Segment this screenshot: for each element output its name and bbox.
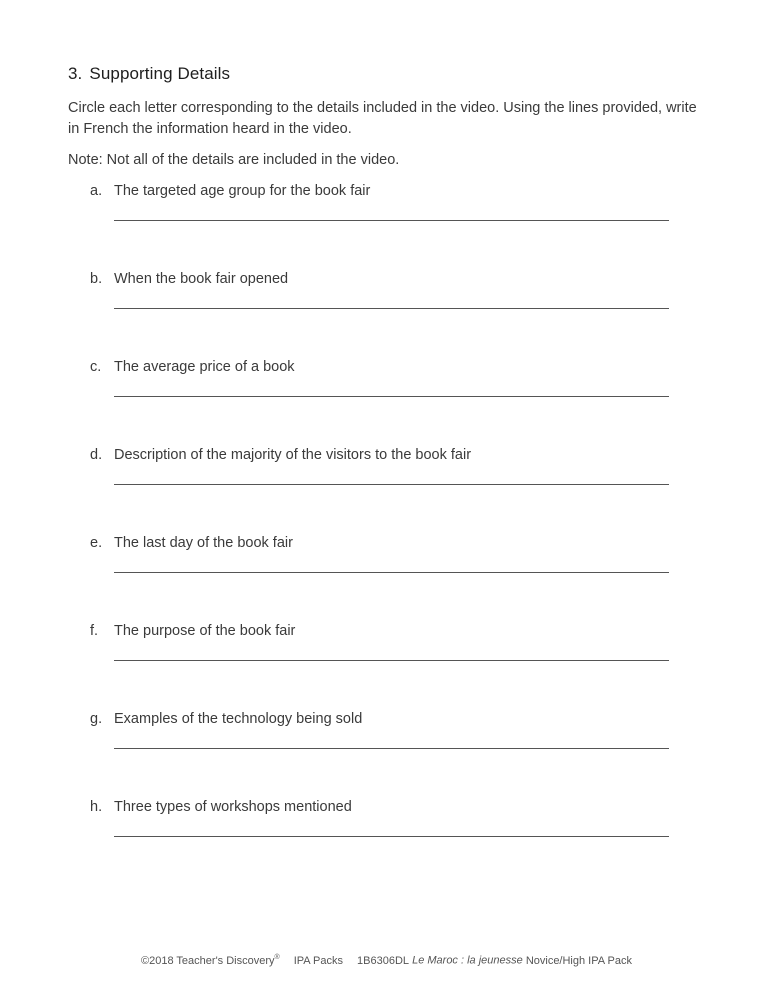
question-text: When the book fair opened <box>114 271 289 287</box>
question-text: Description of the majority of the visitors to the book fair <box>114 447 472 463</box>
answer-line[interactable] <box>114 484 669 485</box>
answer-line[interactable] <box>114 836 669 837</box>
question-letter[interactable]: g. <box>90 711 103 727</box>
question-item-f <box>90 623 680 683</box>
question-letter[interactable]: f. <box>90 623 99 639</box>
question-item-a <box>90 183 680 243</box>
answer-line[interactable] <box>114 220 669 221</box>
instructions-text: Circle each letter corresponding to the details included in the video. Using the lines provided, write in French the information heard in the video. <box>68 100 697 137</box>
question-text: The purpose of the book fair <box>114 623 296 639</box>
question-text: The targeted age group for the book fair <box>114 183 371 199</box>
page-footer <box>0 954 773 967</box>
question-item-b <box>90 271 680 331</box>
answer-line[interactable] <box>114 572 669 573</box>
question-item-h <box>90 799 680 859</box>
answer-line[interactable] <box>114 308 669 309</box>
footer-product-title: Le Maroc : la jeunesse <box>412 954 523 967</box>
question-item-g <box>90 711 680 771</box>
section-number: 3. <box>68 64 83 83</box>
answer-line[interactable] <box>114 396 669 397</box>
footer-copyright: ©2018 Teacher's Discovery® <box>141 954 280 967</box>
question-letter[interactable]: e. <box>90 535 103 551</box>
question-letter[interactable]: c. <box>90 359 102 375</box>
answer-line[interactable] <box>114 660 669 661</box>
question-item-d <box>90 447 680 507</box>
question-letter[interactable]: d. <box>90 447 103 463</box>
section-title <box>68 64 230 84</box>
question-text: The average price of a book <box>114 359 295 375</box>
registered-mark: ® <box>274 954 280 961</box>
question-item-c <box>90 359 680 419</box>
question-text: Examples of the technology being sold <box>114 711 363 727</box>
question-text: Three types of workshops mentioned <box>114 799 352 815</box>
question-item-e <box>90 535 680 595</box>
question-letter[interactable]: h. <box>90 799 103 815</box>
footer-product-level: Novice/High IPA Pack <box>525 954 632 967</box>
footer-series: IPA Packs <box>293 954 344 967</box>
section-title-text: Supporting Details <box>89 64 231 83</box>
question-letter[interactable]: a. <box>90 183 103 199</box>
note-text: Note: Not all of the details are included in the video. <box>68 152 400 168</box>
question-letter[interactable]: b. <box>90 271 103 287</box>
question-text: The last day of the book fair <box>114 535 293 551</box>
answer-line[interactable] <box>114 748 669 749</box>
footer-product-code: 1B6306DL <box>357 954 410 967</box>
